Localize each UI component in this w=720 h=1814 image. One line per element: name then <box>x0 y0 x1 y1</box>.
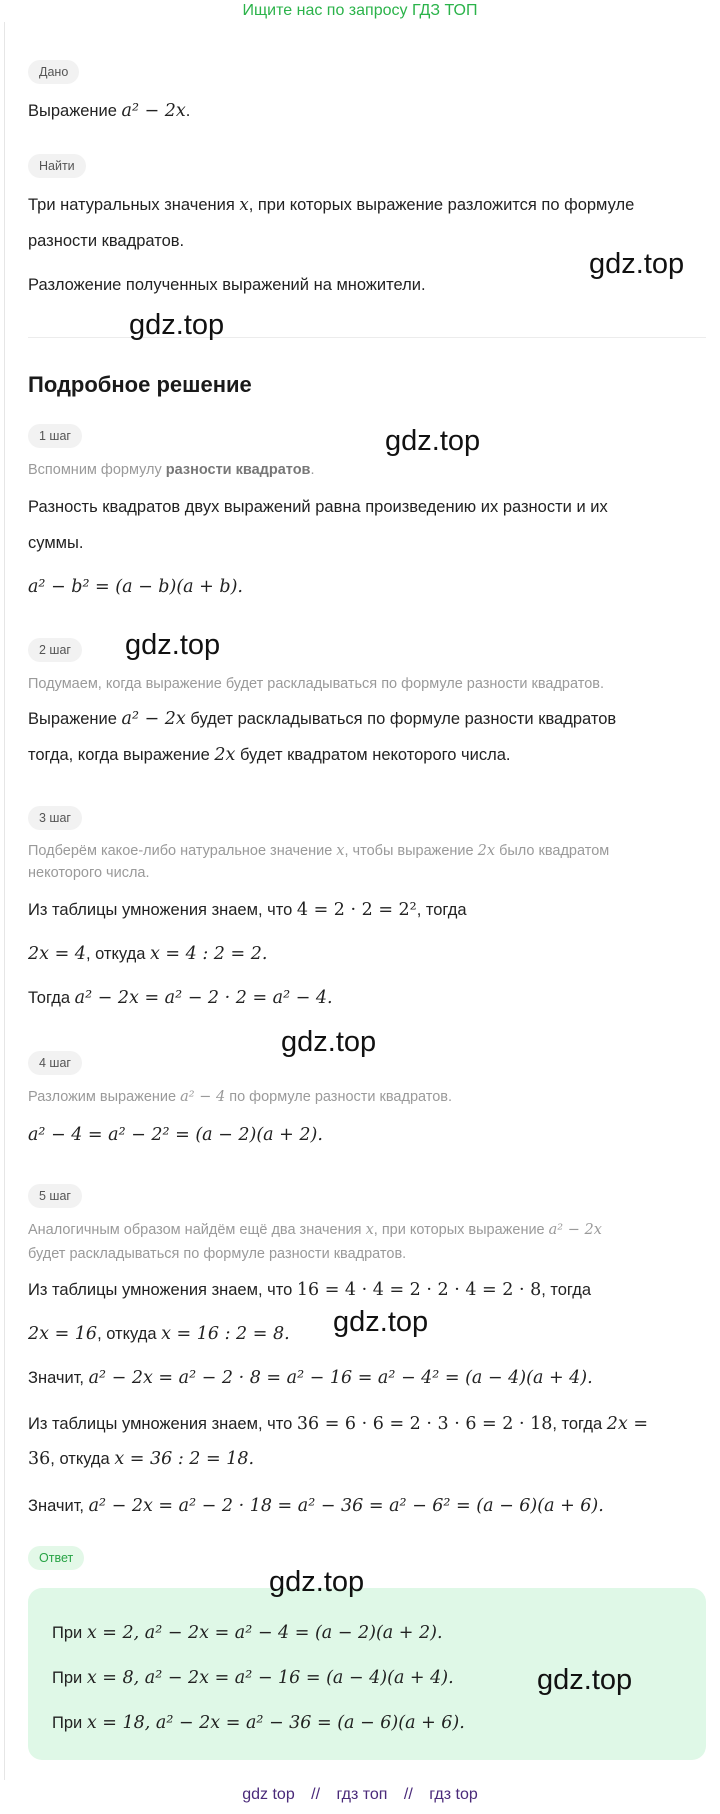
footer-separator: // <box>311 1786 321 1803</box>
step4-formula: a² − 4 = a² − 2² = (a − 2)(a + 2). <box>28 1125 323 1145</box>
step1-line1: Разность квадратов двух выражений равна произведению их разности и их <box>28 498 608 516</box>
find-line-2: разности квадратов. <box>28 232 185 250</box>
step3-line1: Из таблицы умножения знаем, что 4 = 2 · 2 = 2², тогда <box>28 900 467 920</box>
watermark: gdz.top <box>269 1566 365 1598</box>
answer-pill: Ответ <box>28 1546 84 1570</box>
watermark: gdz.top <box>537 1664 633 1696</box>
find-line-3: Разложение полученных выражений на множители. <box>28 276 426 294</box>
footer-links <box>0 1786 720 1804</box>
left-rule <box>4 22 5 1780</box>
answer-row-2: При x = 8, a² − 2x = a² − 16 = (a − 4)(a + 4). <box>52 1668 454 1688</box>
step3-line3: Тогда a² − 2x = a² − 2 · 2 = a² − 4. <box>28 988 333 1008</box>
step5-line2: 2x = 16, откуда x = 16 : 2 = 8. <box>28 1324 290 1344</box>
step1-line2: суммы. <box>28 534 84 552</box>
footer-link-gdz-top-ru[interactable]: гдз топ <box>336 1786 388 1803</box>
step5-line4: Из таблицы умножения знаем, что 36 = 6 · 6 = 2 · 3 · 6 = 2 · 18, тогда 2x = <box>28 1414 648 1434</box>
watermark: gdz.top <box>333 1306 429 1338</box>
step3-pill: 3 шаг <box>28 806 82 830</box>
step5-line5: 36, откуда x = 36 : 2 = 18. <box>28 1449 255 1469</box>
step3-hint1: Подберём какое-либо натуральное значение x, чтобы выражение 2x было квадратом <box>28 843 610 859</box>
top-banner: Ищите нас по запросу ГДЗ ТОП <box>242 2 478 19</box>
step5-line3: Значит, a² − 2x = a² − 2 · 8 = a² − 16 = a² − 4² = (a − 4)(a + 4). <box>28 1368 593 1388</box>
watermark: gdz.top <box>281 1026 377 1058</box>
step5-line6: Значит, a² − 2x = a² − 2 · 18 = a² − 36 = a² − 6² = (a − 6)(a + 6). <box>28 1496 604 1516</box>
step1-pill: 1 шаг <box>28 424 82 448</box>
find-line-1: Три натуральных значения x, при которых выражение разложится по формуле <box>28 195 635 214</box>
step1-formula: a² − b² = (a − b)(a + b). <box>28 577 243 597</box>
step5-line1: Из таблицы умножения знаем, что 16 = 4 · 4 = 2 · 2 · 4 = 2 · 8, тогда <box>28 1280 592 1300</box>
step5-hint2: будет раскладываться по формуле разности квадратов. <box>28 1246 407 1262</box>
step3-hint2: некоторого числа. <box>28 865 150 881</box>
footer-link-gdz-top[interactable]: gdz top <box>242 1786 295 1803</box>
step2-line1: Выражение a² − 2x будет раскладываться по формуле разности квадратов <box>28 709 617 729</box>
step4-pill: 4 шаг <box>28 1051 82 1075</box>
watermark: gdz.top <box>129 309 225 341</box>
step5-pill: 5 шаг <box>28 1184 82 1208</box>
footer-link-gdz-top-mixed[interactable]: гдз top <box>429 1786 478 1803</box>
find-pill: Найти <box>28 154 86 178</box>
step2-pill: 2 шаг <box>28 638 82 662</box>
given-pill: Дано <box>28 60 79 84</box>
answer-row-1: При x = 2, a² − 2x = a² − 4 = (a − 2)(a + 2). <box>52 1623 443 1643</box>
step1-hint: Вспомним формулу разности квадратов. <box>28 462 315 478</box>
step4-hint: Разложим выражение a² − 4 по формуле разности квадратов. <box>28 1089 453 1105</box>
watermark: gdz.top <box>125 629 221 661</box>
solution-title: Подробное решение <box>28 372 252 397</box>
watermark: gdz.top <box>385 425 481 457</box>
step2-line2: тогда, когда выражение 2x будет квадратом некоторого числа. <box>28 745 511 765</box>
step5-hint1: Аналогичным образом найдём ещё два значения x, при которых выражение a² − 2x <box>28 1222 602 1238</box>
step3-line2: 2x = 4, откуда x = 4 : 2 = 2. <box>28 944 268 964</box>
answer-row-3: При x = 18, a² − 2x = a² − 36 = (a − 6)(a + 6). <box>52 1713 465 1733</box>
watermark: gdz.top <box>589 248 685 280</box>
given-line: Выражение a² − 2x. <box>28 101 191 121</box>
step2-hint: Подумаем, когда выражение будет раскладываться по формуле разности квадратов. <box>28 676 605 692</box>
footer-separator: // <box>403 1786 413 1803</box>
